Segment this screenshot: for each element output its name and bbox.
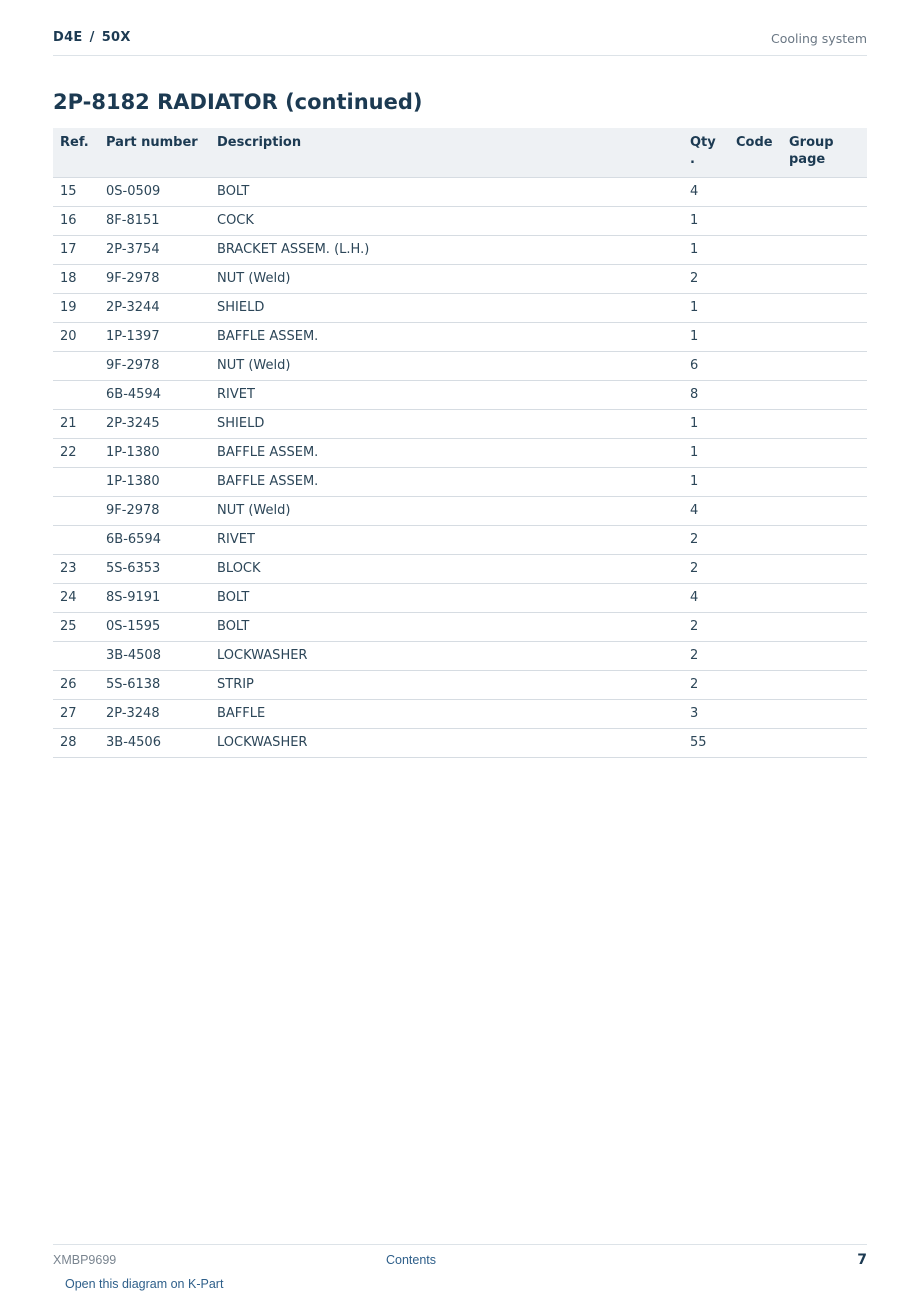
ref-cell: 28 <box>53 728 99 757</box>
part-number-cell: 5S-6138 <box>99 670 210 699</box>
part-number-cell: 0S-1595 <box>99 612 210 641</box>
code-cell <box>729 699 782 728</box>
qty-cell: 1 <box>683 438 729 467</box>
description-cell: NUT (Weld) <box>210 351 683 380</box>
ref-cell: 24 <box>53 583 99 612</box>
part-number-cell: 2P-3754 <box>99 235 210 264</box>
ref-cell: 15 <box>53 177 99 206</box>
ref-cell <box>53 467 99 496</box>
ref-cell <box>53 525 99 554</box>
code-cell <box>729 293 782 322</box>
qty-cell: 1 <box>683 409 729 438</box>
description-cell: SHIELD <box>210 409 683 438</box>
description-cell: LOCKWASHER <box>210 728 683 757</box>
table-row <box>53 177 867 206</box>
col-description: Description <box>210 128 683 177</box>
qty-cell: 2 <box>683 641 729 670</box>
qty-cell: 2 <box>683 612 729 641</box>
group-page-cell <box>782 438 867 467</box>
group-page-cell <box>782 467 867 496</box>
part-number-cell: 6B-4594 <box>99 380 210 409</box>
part-number-cell: 2P-3244 <box>99 293 210 322</box>
group-page-cell <box>782 351 867 380</box>
ref-cell <box>53 496 99 525</box>
description-cell: NUT (Weld) <box>210 264 683 293</box>
ref-cell: 26 <box>53 670 99 699</box>
section-name: Cooling system <box>771 31 867 46</box>
col-ref: Ref. <box>53 128 99 177</box>
group-page-cell <box>782 206 867 235</box>
ref-cell: 23 <box>53 554 99 583</box>
table-row <box>53 293 867 322</box>
code-cell <box>729 641 782 670</box>
group-page-cell <box>782 409 867 438</box>
group-page-cell <box>782 380 867 409</box>
qty-cell: 2 <box>683 525 729 554</box>
code-cell <box>729 438 782 467</box>
qty-cell: 1 <box>683 467 729 496</box>
part-number-cell: 1P-1397 <box>99 322 210 351</box>
qty-cell: 1 <box>683 235 729 264</box>
ref-cell: 20 <box>53 322 99 351</box>
ref-cell: 19 <box>53 293 99 322</box>
table-row <box>53 670 867 699</box>
group-page-cell <box>782 670 867 699</box>
description-cell: BAFFLE ASSEM. <box>210 438 683 467</box>
part-number-cell: 9F-2978 <box>99 351 210 380</box>
group-page-cell <box>782 264 867 293</box>
table-row <box>53 641 867 670</box>
document-id: XMBP9699 <box>53 1253 117 1267</box>
qty-cell: 55 <box>683 728 729 757</box>
ref-cell <box>53 380 99 409</box>
ref-cell: 18 <box>53 264 99 293</box>
open-k-part-link[interactable]: Open this diagram on K-Part <box>65 1277 224 1291</box>
code-cell <box>729 177 782 206</box>
continued-label: (continued) <box>285 90 423 114</box>
table-row <box>53 496 867 525</box>
description-cell: BAFFLE ASSEM. <box>210 322 683 351</box>
description-cell: NUT (Weld) <box>210 496 683 525</box>
table-row <box>53 554 867 583</box>
part-number-cell: 3B-4508 <box>99 641 210 670</box>
part-number-cell: 9F-2978 <box>99 496 210 525</box>
part-number-cell: 1P-1380 <box>99 467 210 496</box>
part-number-cell: 9F-2978 <box>99 264 210 293</box>
code-cell <box>729 496 782 525</box>
description-cell: STRIP <box>210 670 683 699</box>
description-cell: SHIELD <box>210 293 683 322</box>
table-row <box>53 583 867 612</box>
ref-cell: 17 <box>53 235 99 264</box>
col-group-page-label: Group page <box>789 135 834 167</box>
serial-prefix: 50X <box>101 30 131 45</box>
part-number-cell: 6B-6594 <box>99 525 210 554</box>
code-cell <box>729 351 782 380</box>
table-row <box>53 351 867 380</box>
ref-cell <box>53 641 99 670</box>
table-row <box>53 409 867 438</box>
qty-cell: 1 <box>683 206 729 235</box>
qty-cell: 8 <box>683 380 729 409</box>
col-qty <box>683 128 729 177</box>
part-number-cell: 8S-9191 <box>99 583 210 612</box>
code-cell <box>729 467 782 496</box>
model-breadcrumb <box>53 30 131 45</box>
group-page-cell <box>782 496 867 525</box>
col-part-number: Part number <box>99 128 210 177</box>
parts-table-body <box>53 177 867 757</box>
group-page-cell <box>782 293 867 322</box>
table-row <box>53 728 867 757</box>
description-cell: BAFFLE ASSEM. <box>210 467 683 496</box>
part-number-cell: 1P-1380 <box>99 438 210 467</box>
description-cell: BOLT <box>210 612 683 641</box>
description-cell: RIVET <box>210 380 683 409</box>
table-row <box>53 380 867 409</box>
code-cell <box>729 264 782 293</box>
table-row <box>53 235 867 264</box>
group-page-cell <box>782 641 867 670</box>
parts-table-header <box>53 128 867 177</box>
table-row <box>53 699 867 728</box>
ref-cell: 27 <box>53 699 99 728</box>
group-page-cell <box>782 583 867 612</box>
qty-cell: 4 <box>683 496 729 525</box>
model-name: D4E <box>53 30 83 45</box>
col-code: Code <box>729 128 782 177</box>
header-row <box>53 128 867 177</box>
description-cell: BAFFLE <box>210 699 683 728</box>
ref-cell <box>53 351 99 380</box>
group-page-cell <box>782 322 867 351</box>
page-title <box>53 90 423 114</box>
description-cell: BRACKET ASSEM. (L.H.) <box>210 235 683 264</box>
table-row <box>53 612 867 641</box>
qty-cell: 4 <box>683 583 729 612</box>
assembly-title: 2P-8182 RADIATOR <box>53 90 278 114</box>
footer-divider <box>53 1244 867 1245</box>
code-cell <box>729 380 782 409</box>
group-page-cell <box>782 699 867 728</box>
code-cell <box>729 235 782 264</box>
ref-cell: 22 <box>53 438 99 467</box>
code-cell <box>729 525 782 554</box>
description-cell: BOLT <box>210 583 683 612</box>
description-cell: COCK <box>210 206 683 235</box>
table-row <box>53 467 867 496</box>
group-page-cell <box>782 612 867 641</box>
table-row <box>53 264 867 293</box>
description-cell: RIVET <box>210 525 683 554</box>
code-cell <box>729 612 782 641</box>
code-cell <box>729 728 782 757</box>
qty-cell: 1 <box>683 293 729 322</box>
part-number-cell: 3B-4506 <box>99 728 210 757</box>
table-row <box>53 525 867 554</box>
table-row <box>53 438 867 467</box>
qty-cell: 2 <box>683 264 729 293</box>
part-number-cell: 2P-3245 <box>99 409 210 438</box>
breadcrumb-separator: / <box>89 30 95 45</box>
contents-link[interactable]: Contents <box>386 1253 437 1267</box>
qty-cell: 3 <box>683 699 729 728</box>
group-page-cell <box>782 554 867 583</box>
description-cell: LOCKWASHER <box>210 641 683 670</box>
qty-cell: 1 <box>683 322 729 351</box>
ref-cell: 16 <box>53 206 99 235</box>
qty-cell: 6 <box>683 351 729 380</box>
qty-cell: 2 <box>683 554 729 583</box>
qty-cell: 2 <box>683 670 729 699</box>
group-page-cell <box>782 525 867 554</box>
group-page-cell <box>782 235 867 264</box>
code-cell <box>729 409 782 438</box>
ref-cell: 21 <box>53 409 99 438</box>
code-cell <box>729 554 782 583</box>
ref-cell: 25 <box>53 612 99 641</box>
group-page-cell <box>782 728 867 757</box>
col-group-page <box>782 128 867 177</box>
part-number-cell: 0S-0509 <box>99 177 210 206</box>
description-cell: BOLT <box>210 177 683 206</box>
code-cell <box>729 670 782 699</box>
part-number-cell: 8F-8151 <box>99 206 210 235</box>
code-cell <box>729 322 782 351</box>
part-number-cell: 2P-3248 <box>99 699 210 728</box>
table-row <box>53 322 867 351</box>
page-number: 7 <box>857 1252 867 1268</box>
group-page-cell <box>782 177 867 206</box>
code-cell <box>729 206 782 235</box>
page-header <box>53 28 867 56</box>
table-row <box>53 206 867 235</box>
description-cell: BLOCK <box>210 554 683 583</box>
parts-table <box>53 128 867 758</box>
qty-cell: 4 <box>683 177 729 206</box>
code-cell <box>729 583 782 612</box>
col-qty-label: Qty . <box>690 135 716 167</box>
part-number-cell: 5S-6353 <box>99 554 210 583</box>
